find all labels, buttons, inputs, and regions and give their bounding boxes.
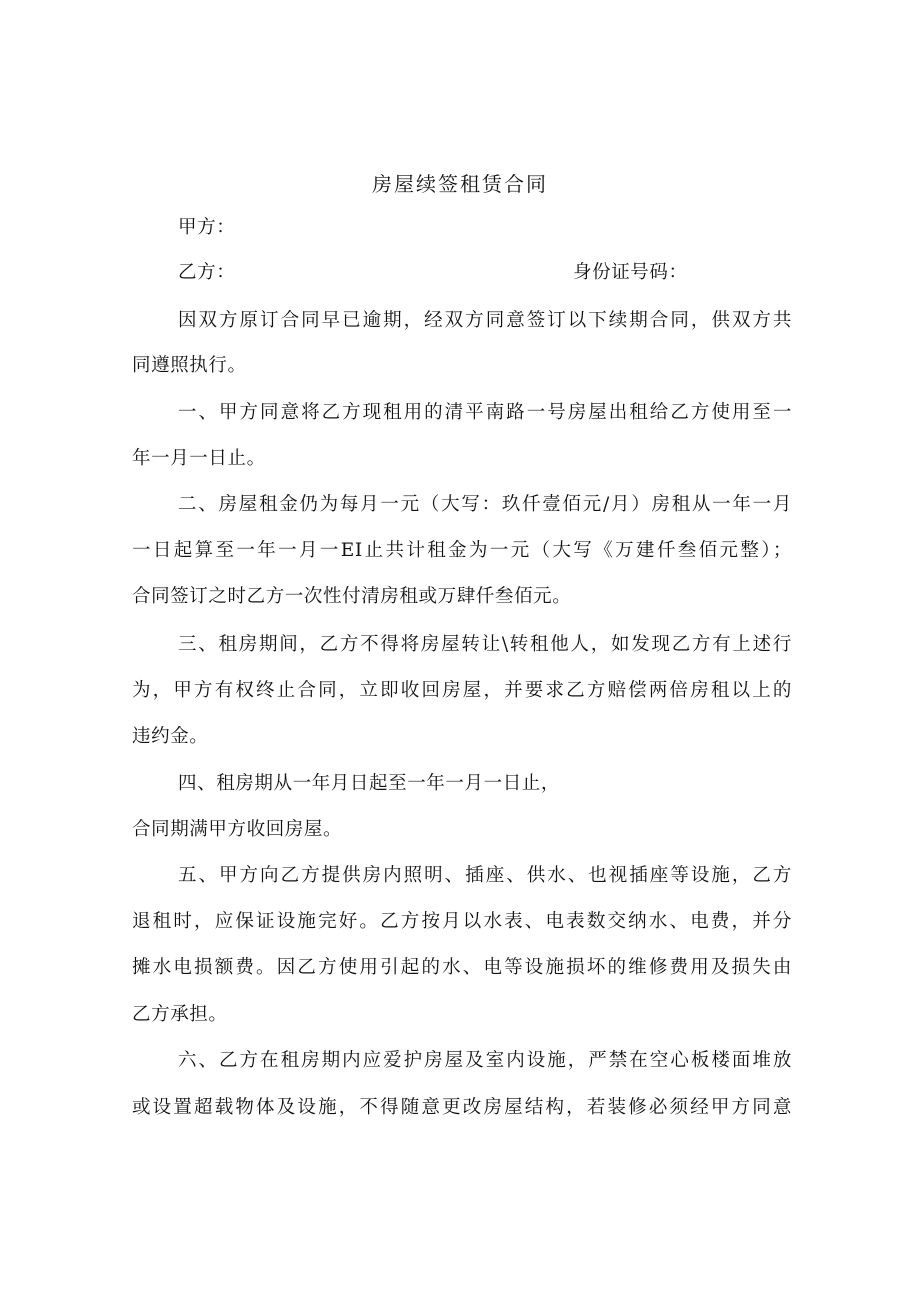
paragraph-line: 为，甲方有权终止合同，立即收回房屋，并要求乙方赔偿两倍房租以上的 xyxy=(132,680,792,701)
party-b-label: 乙方： xyxy=(178,262,236,283)
paragraph-line: 或设置超载物体及设施，不得随意更改房屋结构，若装修必须经甲方同意 xyxy=(132,1097,792,1118)
paragraph-line: 违约金。 xyxy=(132,726,209,747)
paragraph-line: 五、甲方向乙方提供房内照明、插座、供水、也视插座等设施，乙方 xyxy=(178,865,792,886)
paragraph-line: 乙方承担。 xyxy=(132,1004,228,1025)
paragraph-line: 合同签订之时乙方一次性付清房租或万肆仟叁佰元。 xyxy=(132,586,572,607)
party-b-row xyxy=(178,255,718,291)
paragraph-line: 二、房屋租金仍为每月一元（大写：玖仟壹佰元/月）房租从一年一月 xyxy=(178,494,792,515)
paragraph-line: 一、甲方同意将乙方现租用的清平南路一号房屋出租给乙方使用至一 xyxy=(178,402,792,423)
paragraph-line: 同遵照执行。 xyxy=(132,355,247,376)
party-a-label: 甲方： xyxy=(178,217,236,238)
paragraph-line: 三、租房期间，乙方不得将房屋转让\转租他人，如发现乙方有上述行 xyxy=(178,634,792,655)
paragraph-line: 六、乙方在租房期内应爱护房屋及室内设施，严禁在空心板楼面堆放 xyxy=(178,1050,792,1071)
id-number-label: 身份证号码： xyxy=(573,262,688,283)
paragraph-line: 退租时，应保证设施完好。乙方按月以水表、电表数交纳水、电费，并分 xyxy=(132,911,792,932)
document-title: 房屋续签租赁合同 xyxy=(372,172,548,196)
paragraph-line: 摊水电损额费。因乙方使用引起的水、电等设施损坏的维修费用及损失由 xyxy=(132,957,792,978)
paragraph-line: 四、租房期从一年月日起至一年一月一日止， xyxy=(178,773,561,794)
paragraph-line: 合同期满甲方收回房屋。 xyxy=(132,819,343,840)
paragraph-line: 一日起算至一年一月一EI止共计租金为一元（大写《万建仟叁佰元整）； xyxy=(132,540,792,561)
paragraph-line: 年一月一日止。 xyxy=(132,448,266,469)
paragraph-line: 因双方原订合同早已逾期，经双方同意签订以下续期合同，供双方共 xyxy=(178,310,792,331)
